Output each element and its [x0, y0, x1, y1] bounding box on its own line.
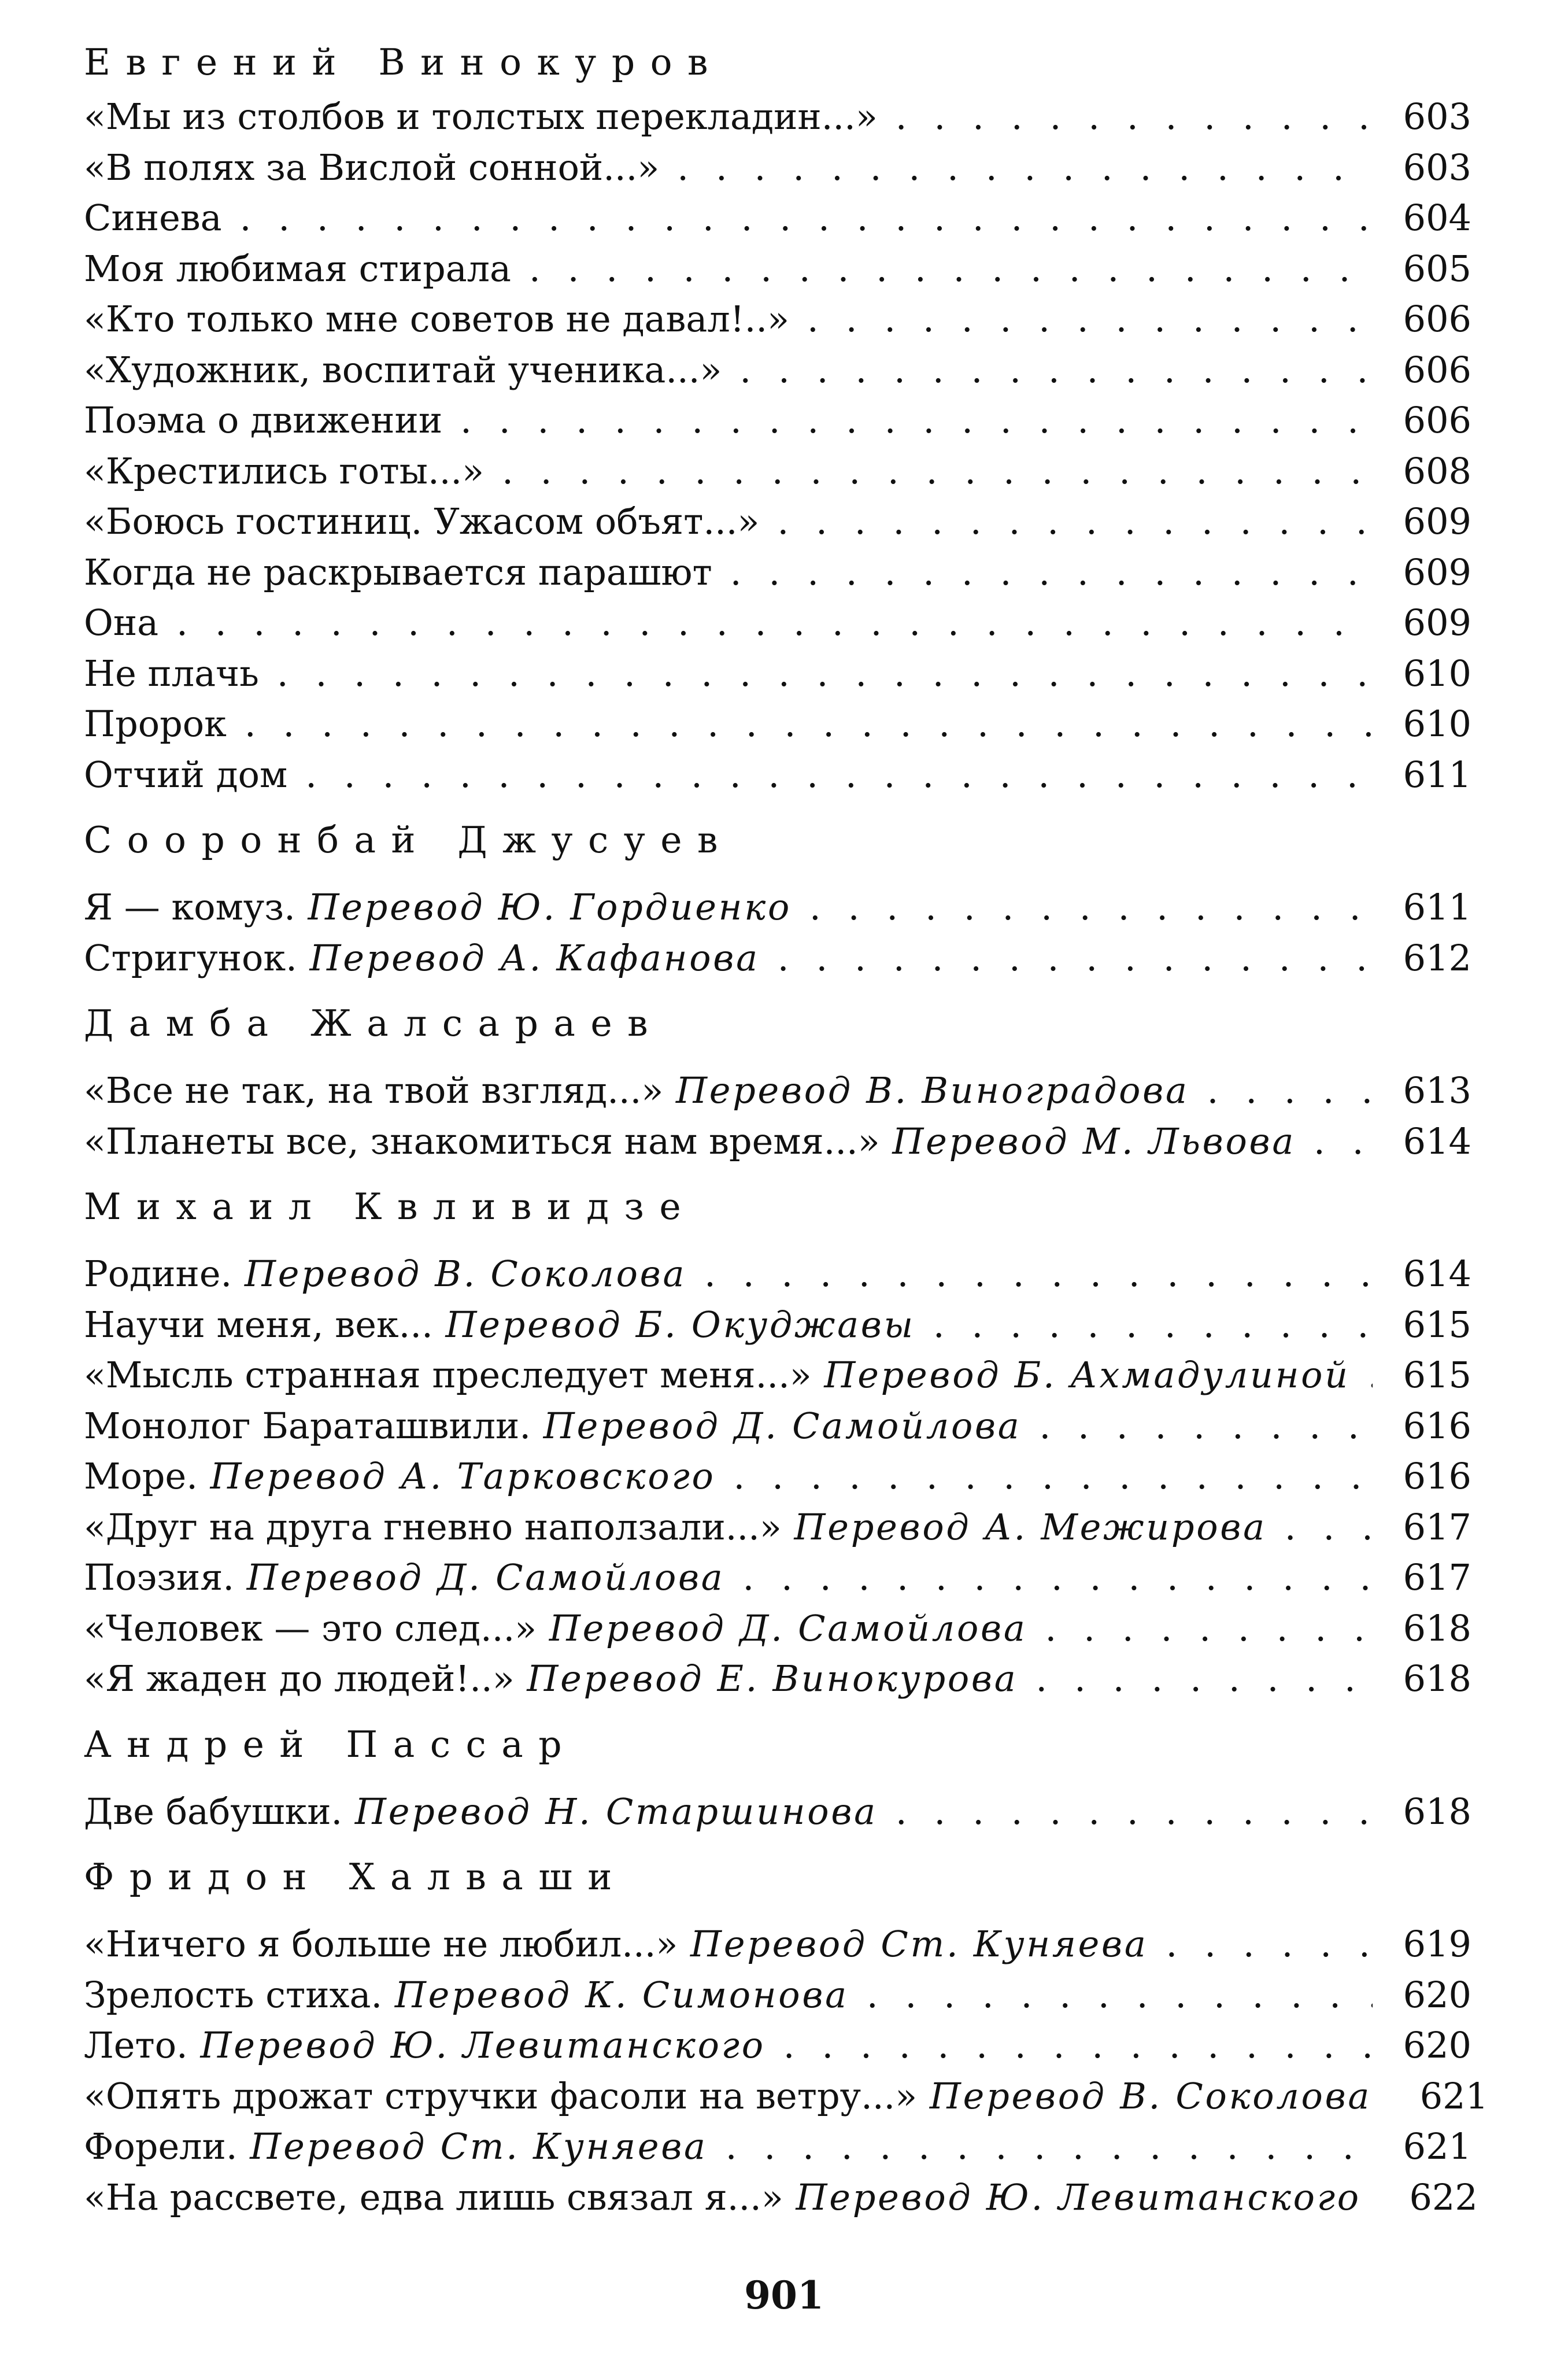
entry-translator: Перевод Ю. Гордиенко: [308, 886, 792, 928]
entry-title: «Крестились готы...»: [84, 449, 485, 492]
entry-translator: Перевод Н. Старшинова: [354, 1790, 878, 1833]
entry-title: Две бабушки.: [84, 1790, 343, 1833]
dot-leader: [734, 1451, 1373, 1502]
toc-entry: [84, 2121, 1471, 2172]
entry-list: [84, 1065, 1471, 1166]
author-heading: Андрей Пассар: [84, 1723, 578, 1766]
entry-page-number: 621: [1403, 2125, 1471, 2167]
dot-leader: [778, 933, 1373, 984]
entry-title: «Я жаден до людей!..»: [84, 1657, 515, 1700]
dot-leader: [305, 749, 1373, 800]
dot-leader: [896, 1786, 1373, 1837]
dot-leader: [704, 1249, 1373, 1299]
entry-translator: Перевод А. Тарковского: [210, 1455, 716, 1497]
entry-page-number: 616: [1403, 1404, 1471, 1447]
heading-gap: [84, 1236, 1471, 1249]
toc-entry: [84, 1502, 1471, 1553]
entry-translator: Перевод Б. Окуджавы: [445, 1303, 915, 1346]
toc-section: [84, 1848, 1489, 2222]
entry-title: Родине.: [84, 1253, 232, 1295]
entry-page-number: 610: [1403, 703, 1471, 745]
toc-entry: [84, 933, 1471, 984]
entry-title: Когда не раскрывается парашют: [84, 551, 712, 593]
toc-entry: [84, 294, 1471, 345]
page-number: 901: [744, 2273, 824, 2318]
entry-translator: Перевод Ю. Левитанского: [200, 2024, 765, 2066]
dot-leader: [783, 2020, 1373, 2071]
entry-page-number: 620: [1403, 1973, 1471, 2016]
entry-page-number: 618: [1403, 1606, 1471, 1649]
entry-title: «Друг на друга гневно наползали...»: [84, 1505, 782, 1548]
dot-leader: [726, 2121, 1373, 2172]
dot-leader: [529, 243, 1373, 294]
entry-page-number: 604: [1403, 197, 1471, 239]
entry-list: [84, 1786, 1471, 1837]
entry-title: Стригунок.: [84, 936, 297, 979]
entry-translator: Перевод Д. Самойлова: [543, 1404, 1022, 1447]
entry-translator: Перевод Ст. Куняева: [250, 2125, 708, 2167]
entry-title: Отчий дом: [84, 753, 288, 796]
toc-entry: [84, 749, 1471, 800]
entry-translator: Перевод В. Виноградова: [675, 1069, 1189, 1111]
entry-title: Лето.: [84, 2024, 188, 2066]
dot-leader: [502, 446, 1373, 497]
toc-entry: [84, 547, 1471, 598]
entry-translator: Перевод В. Соколова: [244, 1253, 687, 1295]
entry-page-number: 612: [1403, 936, 1471, 979]
dot-leader: [1045, 1603, 1373, 1654]
entry-translator: Перевод Ю. Левитанского: [796, 2176, 1361, 2218]
dot-leader: [245, 699, 1373, 749]
entry-title: «Кто только мне советов не давал!..»: [84, 298, 790, 340]
toc-entry: [84, 1786, 1471, 1837]
toc-entry: [84, 882, 1471, 933]
entry-title: «Мысль странная преследует меня...»: [84, 1354, 812, 1396]
entry-page-number: 606: [1403, 298, 1471, 340]
entry-title: Я — комуз.: [84, 886, 295, 928]
entry-title: «Человек — это след...»: [84, 1606, 537, 1649]
entry-page-number: 618: [1403, 1790, 1471, 1833]
toc-entry: [84, 1970, 1471, 2021]
entry-title: «На рассвете, едва лишь связал я...»: [84, 2176, 783, 2218]
dot-leader: [176, 597, 1373, 648]
dot-leader: [742, 1552, 1373, 1603]
dot-leader: [777, 496, 1373, 547]
entry-title: Синева: [84, 197, 222, 239]
entry-title: Пророк: [84, 703, 227, 745]
entry-page-number: 614: [1403, 1253, 1471, 1295]
toc-section: [84, 1716, 1471, 1837]
entry-page-number: 606: [1403, 399, 1471, 441]
toc-entry: [84, 1552, 1471, 1603]
toc-entry: [84, 1350, 1471, 1401]
entry-page-number: 603: [1403, 95, 1471, 138]
entry-title: Моя любимая стирала: [84, 247, 512, 290]
entry-page-number: 621: [1419, 2074, 1489, 2117]
entry-page-number: 615: [1403, 1303, 1471, 1346]
toc-entry: [84, 1065, 1471, 1116]
author-heading: Фридон Халваши: [84, 1856, 627, 1898]
toc-section: [84, 34, 1471, 800]
entry-page-number: 608: [1403, 449, 1471, 492]
entry-title: Научи меня, век...: [84, 1303, 433, 1346]
toc-section: [84, 811, 1471, 983]
entry-page-number: 614: [1403, 1120, 1471, 1162]
dot-leader: [1314, 1116, 1373, 1167]
entry-page-number: 611: [1403, 753, 1471, 796]
entry-page-number: 615: [1403, 1354, 1471, 1396]
heading-gap: [84, 1774, 1471, 1786]
entry-page-number: 622: [1409, 2176, 1478, 2218]
entry-title: Форели.: [84, 2125, 238, 2167]
entry-title: «Боюсь гостиниц. Ужасом объят...»: [84, 500, 760, 542]
dot-leader: [1207, 1065, 1373, 1116]
entry-page-number: 620: [1403, 2024, 1471, 2066]
author-heading: Сооронбай Джусуев: [84, 819, 733, 861]
dot-leader: [677, 142, 1373, 193]
dot-leader: [1166, 1919, 1373, 1970]
entry-page-number: 617: [1403, 1505, 1471, 1548]
entry-list: [84, 1249, 1471, 1704]
entry-translator: Перевод Е. Винокурова: [527, 1657, 1018, 1700]
entry-page-number: 618: [1403, 1657, 1471, 1700]
entry-page-number: 617: [1403, 1556, 1471, 1598]
toc-entry: [84, 648, 1471, 699]
entry-translator: Перевод Ст. Куняева: [690, 1923, 1148, 1965]
toc-entry: [84, 1299, 1471, 1350]
entry-title: Поэма о движении: [84, 399, 443, 441]
entry-page-number: 613: [1403, 1069, 1471, 1111]
entry-list: [84, 1919, 1489, 2222]
toc-entry: [84, 496, 1471, 547]
toc-entry: [84, 597, 1471, 648]
entry-title: «Мы из столбов и толстых перекладин...»: [84, 95, 878, 138]
entry-page-number: 619: [1403, 1923, 1471, 1965]
entry-translator: Перевод Б. Ахмадулиной: [824, 1354, 1350, 1396]
entry-page-number: 609: [1403, 601, 1471, 644]
toc-entry: [84, 395, 1471, 446]
dot-leader: [809, 882, 1373, 933]
entry-translator: Перевод К. Симонова: [394, 1973, 849, 2016]
entry-translator: Перевод В. Соколова: [929, 2074, 1372, 2117]
toc-entry: [84, 193, 1471, 243]
entry-list: [84, 882, 1471, 983]
dot-leader: [896, 91, 1373, 142]
entry-page-number: 606: [1403, 348, 1471, 391]
entry-page-number: 616: [1403, 1455, 1471, 1497]
entry-page-number: 609: [1403, 551, 1471, 593]
author-heading: Дамба Жалсараев: [84, 1002, 664, 1044]
dot-leader: [807, 294, 1373, 345]
entry-translator: Перевод А. Кафанова: [309, 936, 760, 979]
entry-translator: Перевод А. Межирова: [794, 1505, 1267, 1548]
dot-leader: [1039, 1401, 1373, 1452]
toc-entry: [84, 1653, 1471, 1704]
entry-title: Она: [84, 601, 159, 644]
dot-leader: [739, 345, 1373, 396]
entry-title: Море.: [84, 1455, 198, 1497]
entry-title: Зрелость стиха.: [84, 1973, 383, 2016]
toc-entry: [84, 1116, 1471, 1167]
entry-title: «Художник, воспитай ученика...»: [84, 348, 722, 391]
entry-translator: Перевод Д. Самойлова: [246, 1556, 725, 1598]
author-heading: Михаил Квливидзе: [84, 1186, 697, 1228]
toc-entry: [84, 1603, 1471, 1654]
entry-title: «Все не так, на твой взгляд...»: [84, 1069, 664, 1111]
entry-translator: Перевод Д. Самойлова: [549, 1606, 1027, 1649]
toc-entry: [84, 1919, 1471, 1970]
toc-entry: [84, 345, 1471, 396]
entry-page-number: 609: [1403, 500, 1471, 542]
entry-title: «Планеты все, знакомиться нам время...»: [84, 1120, 880, 1162]
toc-entry: [84, 142, 1471, 193]
entry-list: [84, 91, 1471, 800]
toc-entry: [84, 446, 1471, 497]
entry-title: «Ничего я больше не любил...»: [84, 1923, 678, 1965]
entry-title: Монолог Бараташвили.: [84, 1404, 531, 1447]
heading-gap: [84, 869, 1471, 882]
toc-entry: [84, 91, 1471, 142]
toc-entry: [84, 2020, 1471, 2071]
dot-leader: [240, 193, 1373, 243]
dot-leader: [730, 547, 1373, 598]
dot-leader: [867, 1970, 1373, 2021]
entry-page-number: 610: [1403, 652, 1471, 695]
toc-entry: [84, 1401, 1471, 1452]
dot-leader: [460, 395, 1373, 446]
entry-page-number: 605: [1403, 247, 1471, 290]
entry-title: «В полях за Вислой сонной...»: [84, 146, 660, 189]
dot-leader: [1036, 1653, 1373, 1704]
entry-page-number: 611: [1403, 886, 1471, 928]
toc-entry: [84, 243, 1471, 294]
author-heading: Евгений Винокуров: [84, 41, 723, 83]
dot-leader: [933, 1299, 1373, 1350]
entry-title: Поэзия.: [84, 1556, 235, 1598]
entry-page-number: 603: [1403, 146, 1471, 189]
heading-gap: [84, 1052, 1471, 1065]
toc-section: [84, 995, 1471, 1166]
table-of-contents: [84, 34, 1489, 2234]
heading-gap: [84, 1906, 1471, 1919]
dot-leader: [277, 648, 1373, 699]
dot-leader: [1285, 1502, 1373, 1553]
entry-translator: Перевод М. Львова: [892, 1120, 1296, 1162]
toc-section: [84, 1178, 1471, 1704]
entry-title: Не плачь: [84, 652, 259, 695]
toc-entry: [84, 1451, 1471, 1502]
toc-entry: [84, 2071, 1489, 2122]
toc-entry: [84, 699, 1471, 749]
toc-entry: [84, 1249, 1471, 1299]
toc-entry: [84, 2172, 1478, 2223]
dot-leader: [1368, 1350, 1373, 1401]
entry-title: «Опять дрожат стручки фасоли на ветру...»: [84, 2074, 918, 2117]
